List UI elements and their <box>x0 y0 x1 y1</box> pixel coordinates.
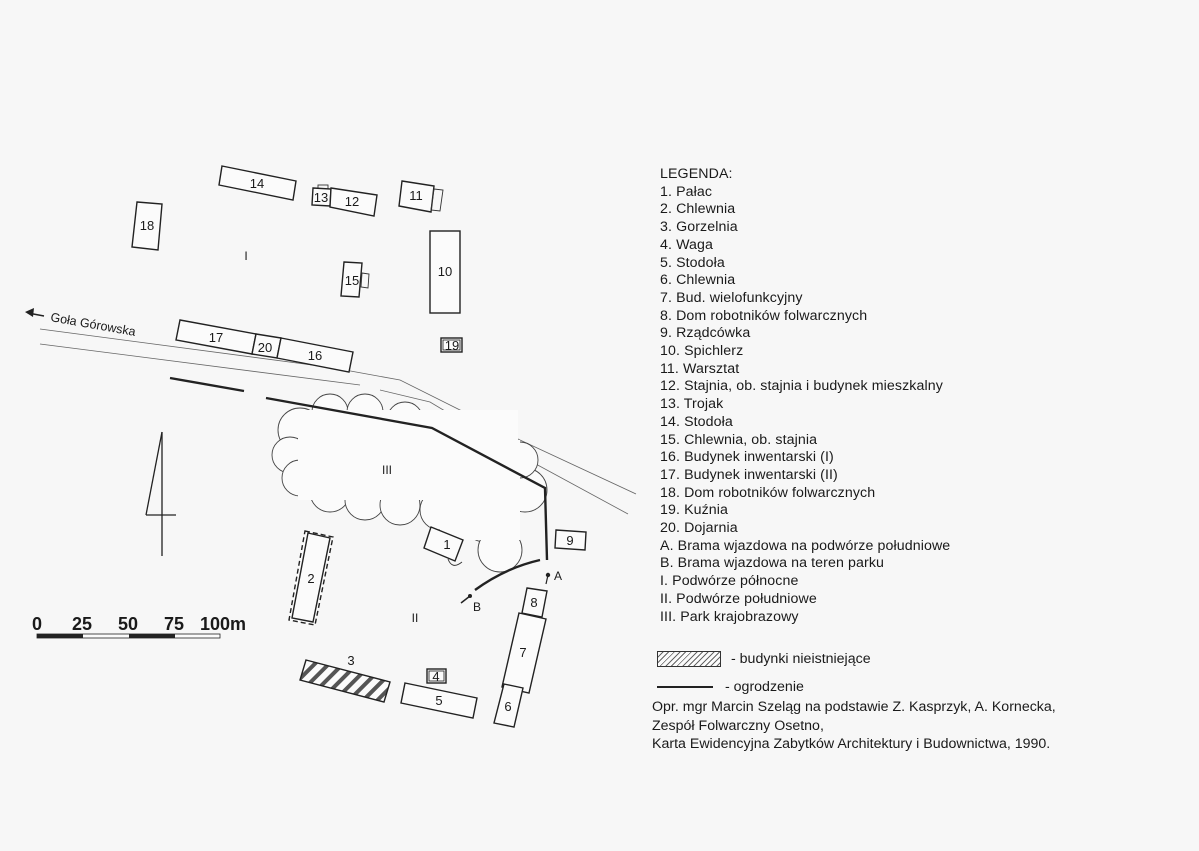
building-12 <box>330 188 377 216</box>
building-16 <box>277 338 353 372</box>
legend-item: I. Podwórze północne <box>660 573 799 590</box>
svg-text:4: 4 <box>432 669 440 684</box>
building-14 <box>219 166 296 200</box>
building-2 <box>289 531 333 625</box>
legend-item: 10. Spichlerz <box>660 343 744 360</box>
gate-a-label: A <box>553 569 563 583</box>
legend-nonexistent-row <box>657 651 871 667</box>
svg-text:13: 13 <box>313 190 329 205</box>
road-direction-arrow <box>25 308 44 317</box>
area-label-north: I <box>244 249 248 263</box>
legend <box>660 166 950 626</box>
svg-text:3: 3 <box>347 653 355 668</box>
svg-text:14: 14 <box>249 176 265 191</box>
legend-nonexistent-label: - budynki nieistniejące <box>731 651 871 667</box>
building-5 <box>401 683 477 718</box>
legend-item: 14. Stodoła <box>660 413 733 430</box>
legend-item: III. Park krajobrazowy <box>660 608 799 625</box>
building-4 <box>427 669 446 684</box>
svg-text:12: 12 <box>344 194 360 209</box>
area-label-park: III <box>381 463 393 477</box>
scale-label-50: 50 <box>118 614 139 634</box>
credits-line: Karta Ewidencyjna Zabytków Architektury i Budownictwa, 1990. <box>652 736 1051 752</box>
building-11 <box>399 181 443 212</box>
legend-item: 6. Chlewnia <box>660 272 736 289</box>
svg-text:11: 11 <box>409 188 423 203</box>
legend-item: 11. Warsztat <box>660 360 740 377</box>
scale-label-75: 75 <box>164 614 185 634</box>
svg-text:1: 1 <box>443 537 451 552</box>
legend-item: 7. Bud. wielofunkcyjny <box>660 289 803 306</box>
hatch-swatch-icon <box>657 651 721 667</box>
svg-text:7: 7 <box>519 645 527 660</box>
scale-label-100m: 100m <box>200 614 247 634</box>
svg-text:15: 15 <box>344 273 360 288</box>
credits <box>652 698 1056 754</box>
building-7 <box>502 613 546 693</box>
legend-item: 4. Waga <box>660 236 714 253</box>
legend-item: 3. Gorzelnia <box>660 219 738 236</box>
legend-fence-label: - ogrodzenie <box>725 679 804 695</box>
legend-item: 19. Kuźnia <box>660 502 729 519</box>
credits-line: Zespół Folwarczny Osetno, <box>652 717 824 734</box>
building-6 <box>494 684 523 727</box>
legend-item: 17. Budynek inwentarski (II) <box>660 466 838 483</box>
building-8 <box>522 588 547 617</box>
svg-text:16: 16 <box>307 348 323 363</box>
north-arrow-icon <box>146 432 176 556</box>
building-19 <box>441 338 462 353</box>
building-18 <box>132 202 162 250</box>
legend-item: 20. Dojarnia <box>660 520 738 537</box>
legend-item: 1. Pałac <box>660 183 713 200</box>
gate-b-label: B <box>472 600 482 614</box>
scale-label-25: 25 <box>72 614 93 634</box>
road-label: Goła Górowska <box>49 310 137 339</box>
svg-text:17: 17 <box>208 330 224 345</box>
legend-item: 5. Stodoła <box>660 254 725 271</box>
gate-b-marker <box>461 594 472 603</box>
svg-text:10: 10 <box>437 264 453 279</box>
legend-item: 9. Rządcówka <box>660 325 751 342</box>
building-13 <box>312 185 331 206</box>
legend-item: A. Brama wjazdowa na podwórze południowe <box>660 537 951 554</box>
svg-text:20: 20 <box>257 340 273 355</box>
legend-item: 2. Chlewnia <box>660 201 736 218</box>
legend-item: II. Podwórze południowe <box>660 590 817 607</box>
building-9 <box>555 530 586 550</box>
legend-item: 18. Dom robotników folwarcznych <box>660 484 876 501</box>
legend-title: LEGENDA: <box>660 166 733 182</box>
svg-text:18: 18 <box>139 218 155 233</box>
scale-label-0: 0 <box>32 614 43 634</box>
fence-line-icon <box>657 686 713 688</box>
area-label-south: II <box>411 611 419 625</box>
building-3 <box>300 653 390 702</box>
building-20 <box>252 334 281 358</box>
legend-item: B. Brama wjazdowa na teren parku <box>660 555 885 572</box>
svg-text:8: 8 <box>530 595 538 610</box>
legend-item: 16. Budynek inwentarski (I) <box>660 449 834 466</box>
svg-text:2: 2 <box>307 571 315 586</box>
svg-text:5: 5 <box>435 693 443 708</box>
svg-text:19: 19 <box>444 338 460 353</box>
building-15 <box>341 262 369 297</box>
legend-item: 13. Trojak <box>660 396 724 413</box>
legend-item: 15. Chlewnia, ob. stajnia <box>660 431 818 448</box>
legend-item: 8. Dom robotników folwarcznych <box>660 307 868 324</box>
building-10 <box>430 231 460 313</box>
legend-item: 12. Stajnia, ob. stajnia i budynek mieszkalny <box>660 378 943 395</box>
svg-text:6: 6 <box>504 699 512 714</box>
svg-text:9: 9 <box>566 533 574 548</box>
credits-line: Opr. mgr Marcin Szeląg na podstawie Z. Kasprzyk, A. Kornecka, <box>652 699 1056 715</box>
gate-a-marker <box>546 573 550 584</box>
legend-fence-row <box>657 679 804 695</box>
